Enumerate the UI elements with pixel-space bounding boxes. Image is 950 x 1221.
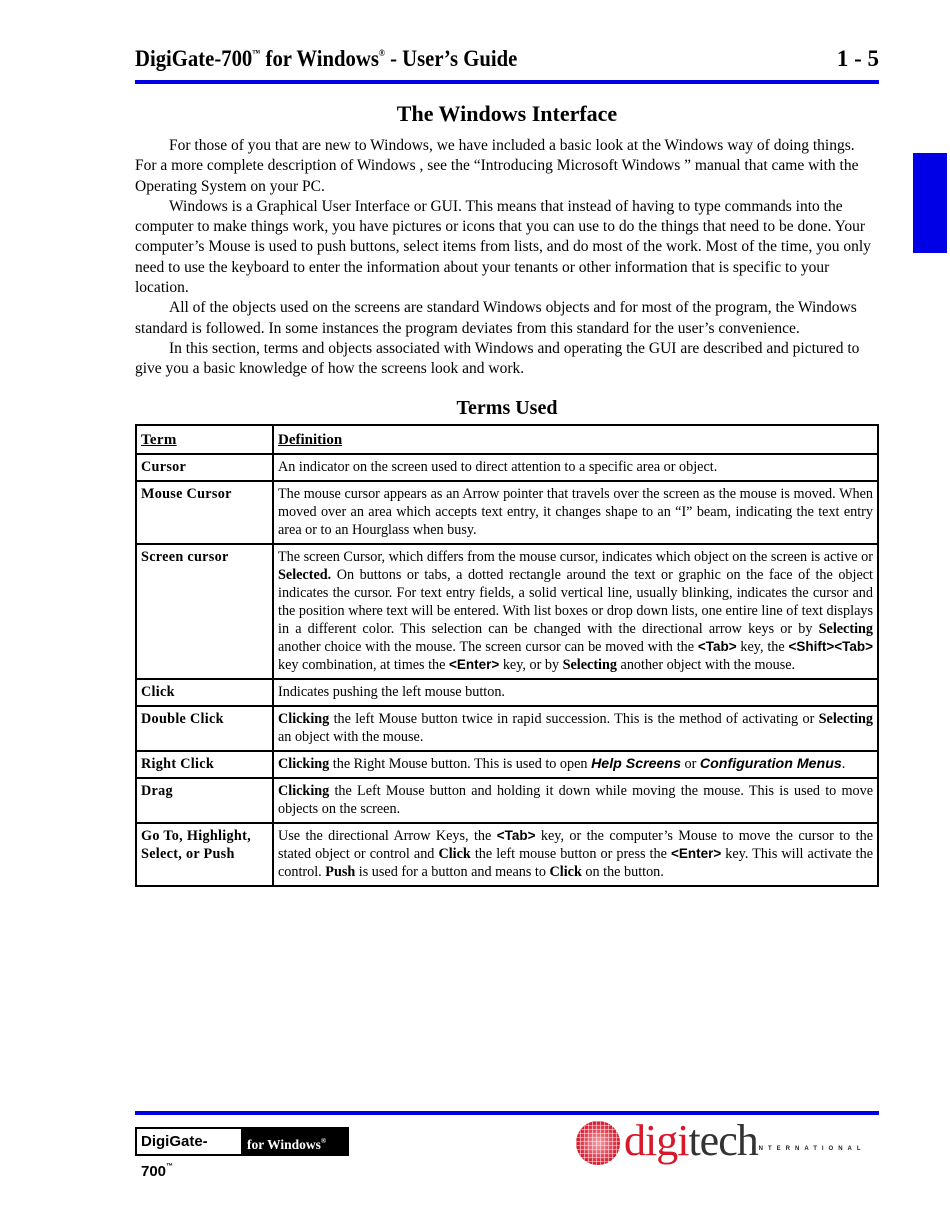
definition-text: Selecting bbox=[562, 657, 617, 673]
definition-text: the left Mouse button twice in rapid succession. This is the method of activating or bbox=[329, 711, 819, 727]
definition-text: on the button. bbox=[581, 864, 664, 880]
intro-paragraph: For those of you that are new to Windows, we have included a basic look at the Windows way of doing things. For a more complete description of Windows , see the “Introducing Microsoft Windows ” manual that came with the Operating System on your PC. bbox=[135, 137, 859, 195]
definition-text: Configuration Menus bbox=[699, 756, 842, 772]
definition-cell bbox=[273, 751, 878, 778]
table-row bbox=[136, 778, 878, 823]
term-cell: Go To, Highlight, Select, or Push bbox=[136, 823, 273, 886]
definition-text: <Enter> bbox=[670, 846, 722, 861]
logo-globe-icon bbox=[572, 1117, 624, 1169]
definition-text: On buttons or tabs, a dotted rectangle around the text or graphic on the face of the object indicates the cursor. For text entry fields, a solid vertical line, usually blinking, indicates the cursor and the position where text will be entered. With list boxes or drop down lists, one entire line of text displays in a different color. This selection can be changed with the directional arrow keys or by bbox=[278, 567, 873, 637]
definition-text: Clicking bbox=[278, 756, 330, 772]
table-header-row bbox=[136, 425, 878, 454]
footer-product bbox=[137, 1129, 241, 1180]
definition-cell bbox=[273, 778, 878, 823]
footer-product-badge bbox=[135, 1127, 349, 1180]
definition-text: another choice with the mouse. The screen cursor can be moved with the bbox=[278, 639, 698, 655]
definition-text: <Tab> bbox=[496, 828, 536, 843]
definition-text: <Shift><Tab> bbox=[788, 639, 873, 654]
definition-text: is used for a button and means to bbox=[355, 864, 550, 880]
header-title bbox=[135, 46, 517, 72]
header-title-reg: ® bbox=[378, 48, 385, 58]
intro-paragraph: Windows is a Graphical User Interface or GUI. This means that instead of having to type commands into the computer to make things work, you have pictures or icons that you can use to do the things that need to be done. Your computer’s Mouse is used to push buttons, select items from lists, and do most of the work. Most of the time, you only need to use the keyboard to enter the information about your tenants or other information that is specific to your location. bbox=[135, 197, 871, 297]
definition-cell bbox=[273, 706, 878, 751]
term-cell: Double Click bbox=[136, 706, 273, 751]
definition-text: The screen Cursor, which differs from the mouse cursor, indicates which object on the screen is active or bbox=[278, 549, 873, 565]
table-row bbox=[136, 544, 878, 679]
chapter-tab-marker bbox=[913, 153, 947, 253]
terms-table bbox=[135, 424, 879, 887]
definition-cell bbox=[273, 481, 878, 544]
definition-text: the left mouse button or press the bbox=[470, 846, 671, 862]
intro-text bbox=[135, 136, 879, 380]
definition-text: an object with the mouse. bbox=[278, 729, 424, 745]
table-row bbox=[136, 454, 878, 481]
definition-cell bbox=[273, 544, 878, 679]
header-title-end: - User’s Guide bbox=[384, 46, 518, 71]
header-title-tm: ™ bbox=[252, 48, 261, 58]
definition-cell bbox=[273, 679, 878, 706]
logo-wordmark bbox=[624, 1115, 758, 1166]
definition-text: Selecting bbox=[818, 711, 873, 727]
logo-subtitle: INTERNATIONAL bbox=[752, 1146, 866, 1152]
terms-table-body bbox=[136, 425, 878, 886]
intro-paragraph: In this section, terms and objects associated with Windows and operating the GUI are described and pictured to give you a basic knowledge of how the screens look and work. bbox=[135, 339, 860, 378]
table-row bbox=[136, 481, 878, 544]
term-cell: Click bbox=[136, 679, 273, 706]
digitech-logo bbox=[572, 1115, 882, 1170]
term-cell: Screen cursor bbox=[136, 544, 273, 679]
definition-text: key, the bbox=[736, 639, 789, 655]
definition-text: Help Screens bbox=[591, 756, 681, 772]
logo-word-tech: tech bbox=[688, 1116, 758, 1165]
logo-word-digi: digi bbox=[624, 1116, 689, 1165]
term-cell: Drag bbox=[136, 778, 273, 823]
definition-text: the Right Mouse button. This is used to open bbox=[329, 756, 592, 772]
column-header-term: Term bbox=[136, 425, 273, 454]
table-row bbox=[136, 706, 878, 751]
header-rule bbox=[135, 80, 879, 84]
page-number: 1 - 5 bbox=[836, 46, 879, 71]
definition-text: <Enter> bbox=[449, 657, 500, 672]
definition-text: Click bbox=[438, 846, 471, 862]
footer-platform bbox=[241, 1129, 347, 1154]
definition-text: An indicator on the screen used to direct attention to a specific area or object. bbox=[278, 459, 718, 475]
term-cell: Mouse Cursor bbox=[136, 481, 273, 544]
definition-text: Selecting bbox=[818, 621, 873, 637]
table-row bbox=[136, 751, 878, 778]
definition-text: Push bbox=[325, 864, 356, 880]
definition-text: . bbox=[841, 756, 846, 772]
section-title: The Windows Interface bbox=[396, 101, 618, 126]
definition-text: Clicking bbox=[278, 783, 330, 799]
footer-platform-reg: ® bbox=[320, 1137, 327, 1145]
definition-text: <Tab> bbox=[697, 639, 737, 654]
term-cell: Right Click bbox=[136, 751, 273, 778]
definition-text: key combination, at times the bbox=[278, 657, 449, 673]
definition-text: the Left Mouse button and holding it down while moving the mouse. This is used to move objects on the screen. bbox=[278, 783, 873, 817]
definition-text: Selected. bbox=[278, 567, 332, 583]
definition-text: Click bbox=[549, 864, 582, 880]
definition-text: Use the directional Arrow Keys, the bbox=[278, 828, 497, 844]
table-row bbox=[136, 679, 878, 706]
definition-text: The mouse cursor appears as an Arrow pointer that travels over the screen as the mouse is moved. When moved over an area which accepts text entry, it changes shape to an “I” beam, indicating the text entry area or to an Hourglass when busy. bbox=[278, 486, 873, 538]
definition-cell bbox=[273, 823, 878, 886]
term-cell: Cursor bbox=[136, 454, 273, 481]
header-title-main: DigiGate-700 bbox=[135, 46, 253, 71]
definition-text: key. This will activate the control. bbox=[278, 846, 873, 880]
definition-text: or bbox=[680, 756, 700, 772]
definition-text: key, or the computer’s Mouse to move the cursor to the stated object or control and bbox=[278, 828, 873, 862]
footer-product-name: DigiGate-700 bbox=[141, 1133, 208, 1180]
definition-cell bbox=[273, 454, 878, 481]
column-header-definition: Definition bbox=[273, 425, 878, 454]
intro-paragraph: All of the objects used on the screens are standard Windows objects and for most of the program, the Windows standard is followed. In some instances the program deviates from this standard for the user’s convenience. bbox=[135, 299, 857, 337]
terms-title: Terms Used bbox=[456, 397, 558, 419]
definition-text: another object with the mouse. bbox=[616, 657, 796, 673]
definition-text: Indicates pushing the left mouse button. bbox=[278, 684, 505, 700]
definition-text: key, or by bbox=[499, 657, 563, 673]
header-title-mid: for Windows bbox=[260, 46, 379, 71]
table-row bbox=[136, 823, 878, 886]
footer-product-tm: ™ bbox=[166, 1163, 174, 1170]
page-header bbox=[135, 46, 879, 78]
footer-platform-name: for Windows bbox=[247, 1137, 321, 1152]
definition-text: Clicking bbox=[278, 711, 330, 727]
